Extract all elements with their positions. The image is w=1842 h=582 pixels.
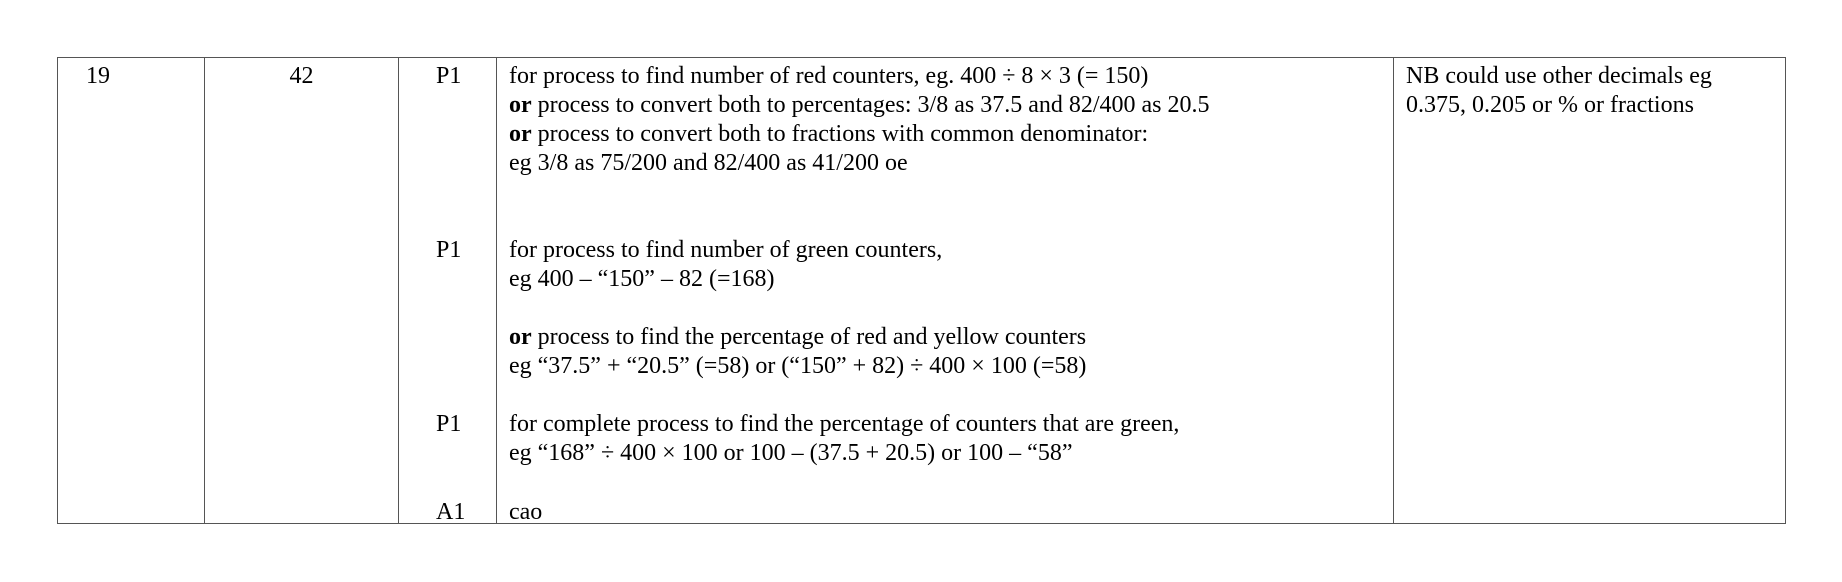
notes-line: 0.375, 0.205 or % or fractions: [1406, 92, 1694, 118]
notes-line: NB could use other decimals eg: [1406, 63, 1712, 89]
table-row: [58, 58, 1786, 524]
keyword-or: or: [509, 324, 532, 350]
working-cell: [497, 58, 1394, 524]
working-line: eg 3/8 as 75/200 and 82/400 as 41/200 oe: [509, 150, 908, 176]
working-line: eg 400 – “150” – 82 (=168): [509, 266, 775, 292]
working-block-p1-second-alt: [509, 323, 1385, 381]
mark-code: P1: [436, 63, 462, 89]
answer-cell: [205, 58, 399, 524]
mark-scheme-table: [57, 57, 1786, 524]
working-block-p1-third: [509, 410, 1385, 468]
working-block-a1: [509, 498, 1385, 527]
working-line: for process to find number of red counters, eg. 400 ÷ 8 × 3 (= 150): [509, 63, 1149, 89]
question-number: [58, 58, 205, 524]
working-block-p1-first: [509, 62, 1385, 178]
working-line: eg “37.5” + “20.5” (=58) or (“150” + 82) ÷ 400 × 100 (=58): [509, 353, 1087, 379]
working-block-p1-second: [509, 236, 1385, 294]
working-line: or process to find the percentage of red and yellow counters: [509, 324, 1087, 350]
working-line: cao: [509, 499, 543, 525]
keyword-or: or: [509, 92, 532, 118]
question-number-text: 19: [86, 63, 110, 89]
working-line: or process to convert both to percentages: 3/8 as 37.5 and 82/400 as 20.5: [509, 92, 1210, 118]
mark-code: A1: [436, 499, 466, 525]
mark-code: P1: [436, 237, 462, 263]
working-line: for process to find number of green counters,: [509, 237, 943, 263]
notes-cell: [1394, 58, 1786, 524]
working-line: eg “168” ÷ 400 × 100 or 100 – (37.5 + 20.5) or 100 – “58”: [509, 440, 1073, 466]
working-line: or process to convert both to fractions with common denominator:: [509, 121, 1149, 147]
marks-cell: [399, 58, 497, 524]
mark-code: P1: [436, 411, 462, 437]
working-line: for complete process to find the percentage of counters that are green,: [509, 411, 1180, 437]
keyword-or: or: [509, 121, 532, 147]
answer-text: 42: [289, 63, 314, 89]
